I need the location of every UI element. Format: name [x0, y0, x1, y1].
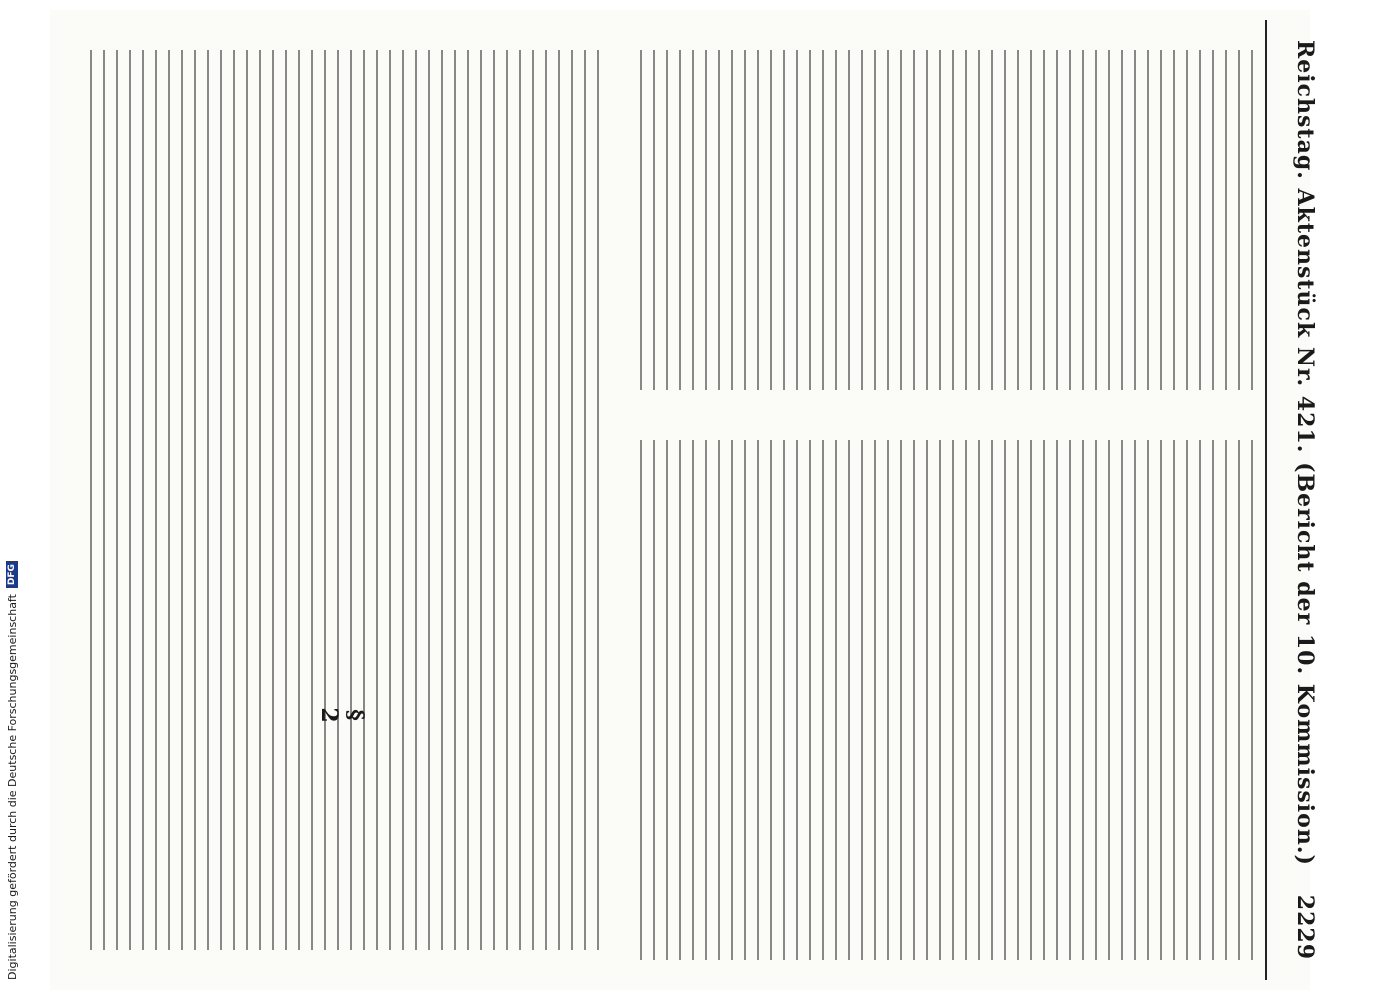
document-page	[50, 10, 1310, 990]
section-heading: § 2	[316, 707, 368, 723]
digitization-note: Digitalisierung gefördert durch die Deutsche Forschungsgemeinschaft	[5, 594, 19, 980]
page-header	[1275, 20, 1335, 980]
dfg-logo: DFG	[6, 561, 18, 588]
header-title: Reichstag. Aktenstück Nr. 421. (Bericht der 10. Kommission.)	[1292, 40, 1318, 866]
text-column-left	[90, 50, 610, 950]
page-number: 2229	[1292, 894, 1318, 960]
digitization-footer	[0, 0, 24, 1000]
text-column-right-lower	[640, 440, 1260, 960]
header-rule	[1265, 20, 1267, 980]
text-column-right-upper	[640, 50, 1260, 390]
